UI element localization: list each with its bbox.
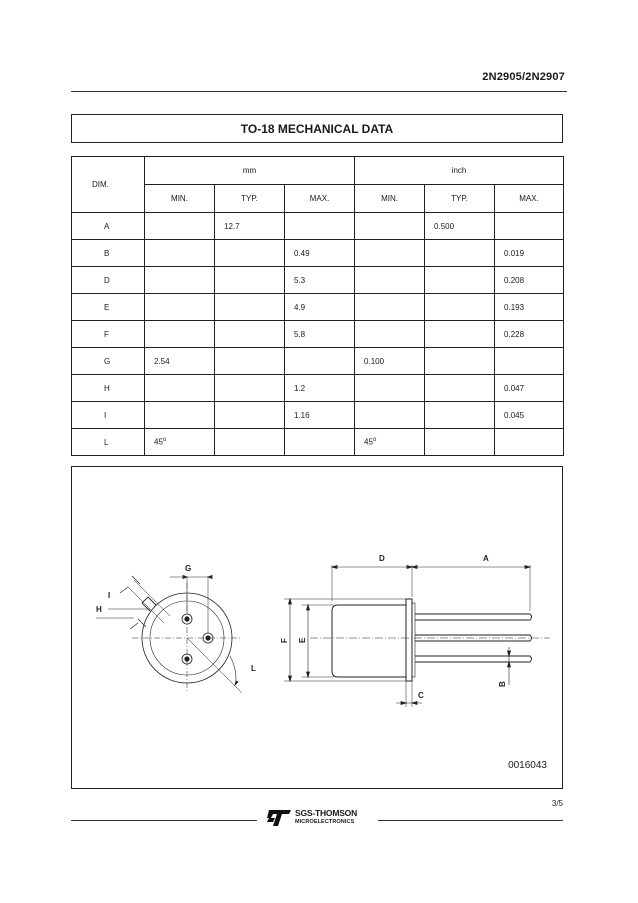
value-cell (425, 402, 495, 429)
dim-cell: L (72, 429, 145, 456)
table-row (72, 429, 564, 456)
value-cell (215, 240, 285, 267)
value-cell (145, 348, 215, 375)
dim-cell: G (72, 348, 145, 375)
logo-line2: MICROELECTRONICS (295, 819, 355, 825)
value-text: 0.047 (504, 383, 525, 393)
value-cell (355, 240, 425, 267)
value-text: 0.500 (434, 221, 455, 231)
value-text: 5.3 (294, 275, 306, 285)
value-text: 2.54 (154, 356, 170, 366)
section-title: TO-18 MECHANICAL DATA (71, 114, 563, 143)
value-text: 12.7 (224, 221, 240, 231)
inch-header: inch (355, 157, 564, 185)
logo-line1: SGS-THOMSON (295, 808, 358, 818)
label-f: F (280, 638, 289, 643)
value-cell (355, 429, 425, 456)
value-cell (145, 213, 215, 240)
dim-cell: E (72, 294, 145, 321)
value-cell (495, 294, 564, 321)
degree-mark: o (162, 437, 167, 444)
value-cell (145, 402, 215, 429)
value-cell (285, 240, 355, 267)
value-text: 1.16 (294, 410, 310, 420)
table-row (72, 240, 564, 267)
header-rule (71, 91, 567, 92)
value-cell (495, 402, 564, 429)
mm-header: mm (145, 157, 355, 185)
value-cell (285, 429, 355, 456)
table-row (72, 348, 564, 375)
footer-rule-left (71, 820, 257, 821)
table-row (72, 402, 564, 429)
value-cell (215, 321, 285, 348)
label-a: A (483, 554, 489, 563)
st-logo-icon (265, 808, 293, 828)
col-header: MAX. (495, 185, 564, 213)
table-row (72, 375, 564, 402)
value-cell (285, 375, 355, 402)
col-header: MAX. (285, 185, 355, 213)
value-cell (285, 348, 355, 375)
value-cell (215, 267, 285, 294)
value-text: 0.49 (294, 248, 310, 258)
table-row (72, 213, 564, 240)
to18-outline-drawing (72, 467, 562, 788)
dim-cell: H (72, 375, 145, 402)
value-text: 0.019 (504, 248, 525, 258)
value-cell (215, 429, 285, 456)
side-view (284, 565, 550, 707)
table-row (72, 294, 564, 321)
value-cell (215, 348, 285, 375)
value-cell (145, 429, 215, 456)
drawing-code: 0016043 (508, 760, 547, 771)
value-cell (495, 267, 564, 294)
dim-cell: D (72, 267, 145, 294)
mechanical-data-table (71, 156, 564, 456)
value-cell (145, 321, 215, 348)
value-cell (425, 375, 495, 402)
degree-mark: o (372, 437, 377, 444)
value-cell (425, 348, 495, 375)
value-cell (145, 267, 215, 294)
label-l: L (251, 664, 256, 673)
value-text: 5.8 (294, 329, 306, 339)
company-logo (265, 807, 375, 829)
value-cell (355, 402, 425, 429)
label-b: B (498, 681, 507, 687)
package-drawing (71, 466, 563, 789)
value-cell (285, 267, 355, 294)
value-cell (215, 375, 285, 402)
value-text: 0.228 (504, 329, 525, 339)
value-cell (495, 429, 564, 456)
col-header: TYP. (215, 185, 285, 213)
value-cell (145, 240, 215, 267)
value-cell (495, 348, 564, 375)
col-header: MIN. (145, 185, 215, 213)
value-cell (355, 375, 425, 402)
dim-cell: F (72, 321, 145, 348)
value-cell (215, 402, 285, 429)
value-cell (425, 429, 495, 456)
value-text: 0.208 (504, 275, 525, 285)
col-header: TYP. (425, 185, 495, 213)
value-cell (425, 321, 495, 348)
value-cell (355, 267, 425, 294)
label-c: C (418, 691, 424, 700)
value-cell (285, 402, 355, 429)
value-text: 1.2 (294, 383, 306, 393)
value-cell (145, 375, 215, 402)
value-text: 0.100 (364, 356, 385, 366)
value-cell (425, 267, 495, 294)
value-text: 45 (154, 437, 163, 447)
value-cell (495, 375, 564, 402)
dim-cell: I (72, 402, 145, 429)
label-i: I (108, 591, 111, 600)
value-cell (215, 213, 285, 240)
dim-cell: B (72, 240, 145, 267)
value-text: 45 (364, 437, 373, 447)
table-row (72, 321, 564, 348)
value-text: 0.045 (504, 410, 525, 420)
label-g: G (185, 564, 192, 573)
value-cell (425, 294, 495, 321)
footer-rule-right (378, 820, 563, 821)
value-cell (285, 294, 355, 321)
value-cell (145, 294, 215, 321)
value-text: 4.9 (294, 302, 306, 312)
value-cell (285, 213, 355, 240)
value-cell (425, 213, 495, 240)
part-number-header: 2N2905/2N2907 (482, 71, 565, 83)
value-cell (495, 213, 564, 240)
col-header: MIN. (355, 185, 425, 213)
dim-cell: A (72, 213, 145, 240)
value-cell (215, 294, 285, 321)
value-text: 0.193 (504, 302, 525, 312)
value-cell (355, 213, 425, 240)
value-cell (355, 348, 425, 375)
bottom-view (96, 576, 242, 694)
label-h: H (96, 605, 102, 614)
value-cell (495, 321, 564, 348)
table-row (72, 267, 564, 294)
page-number: 3/5 (551, 799, 563, 808)
value-cell (355, 321, 425, 348)
value-cell (285, 321, 355, 348)
label-e: E (298, 637, 307, 643)
value-cell (495, 240, 564, 267)
label-d: D (379, 554, 385, 563)
value-cell (355, 294, 425, 321)
dim-header: DIM. (72, 157, 145, 213)
value-cell (425, 240, 495, 267)
